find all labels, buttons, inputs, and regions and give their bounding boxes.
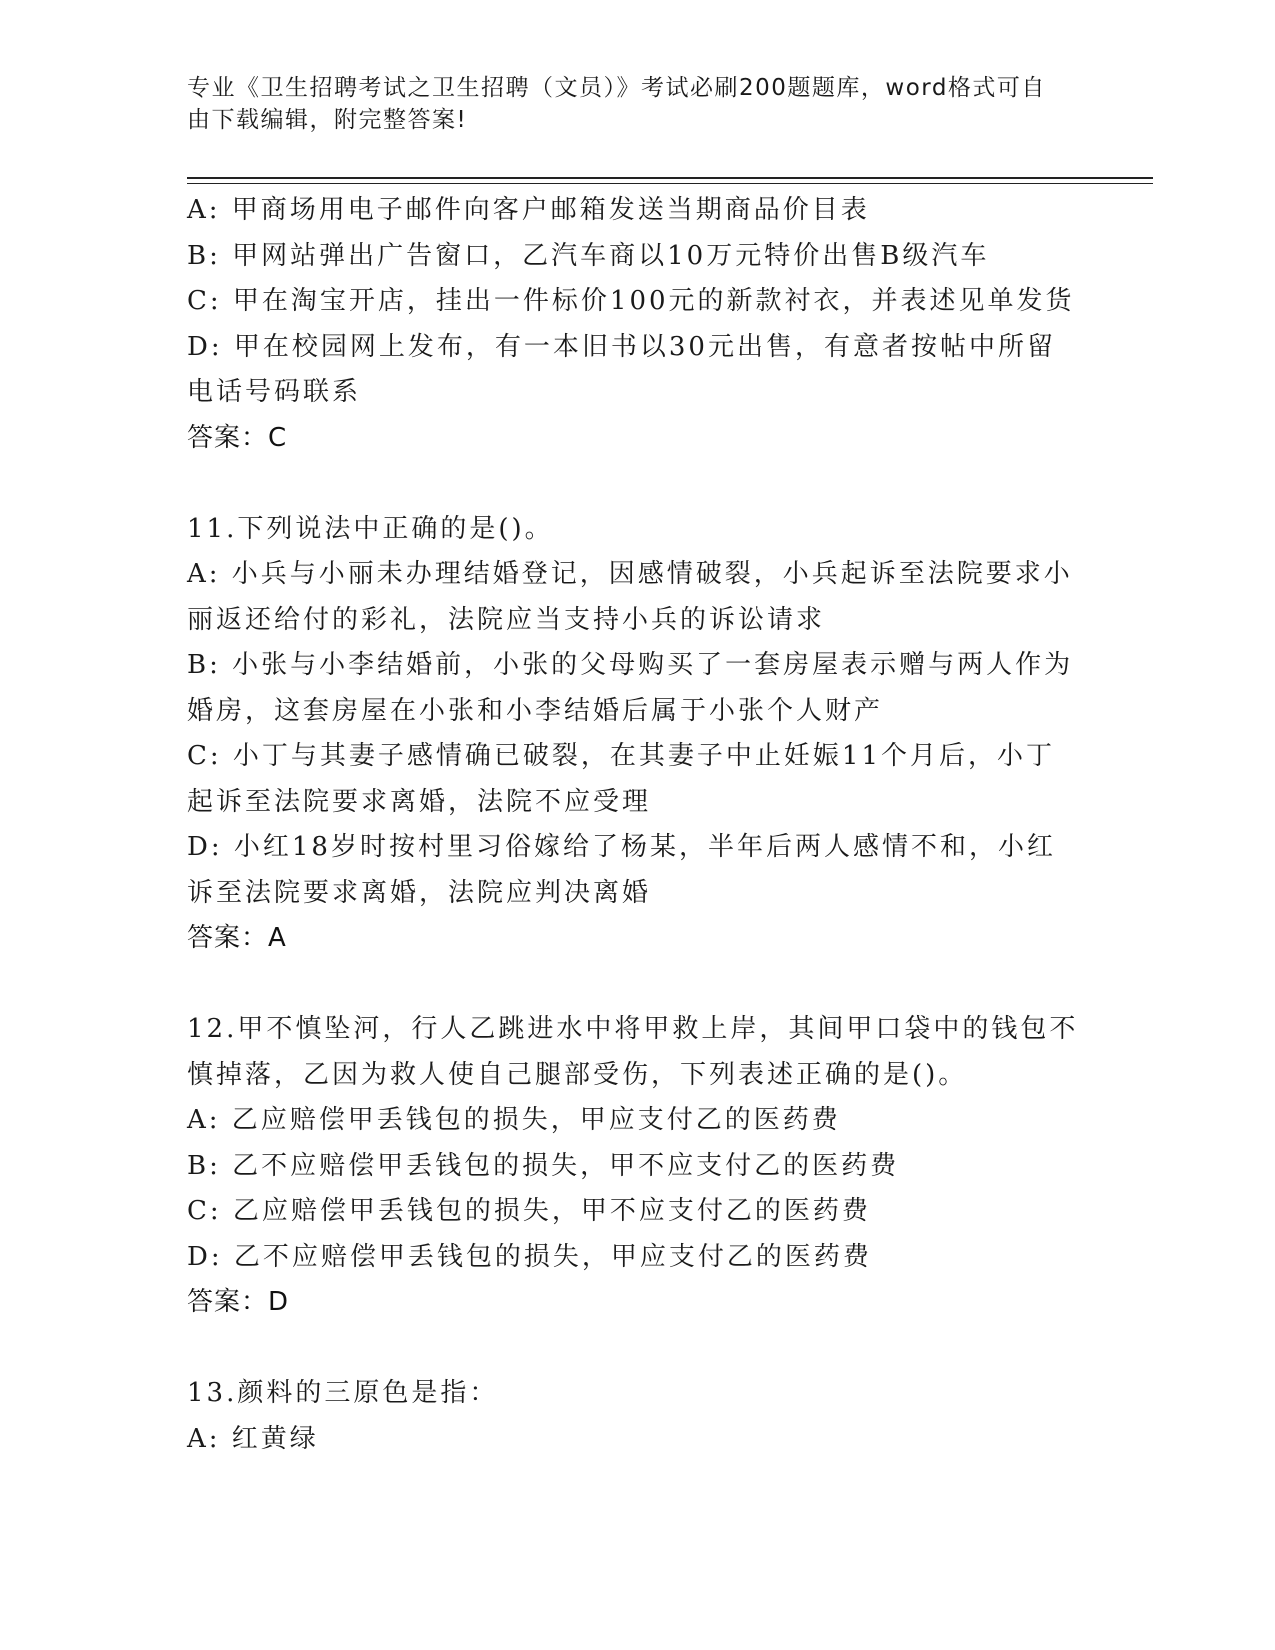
header-line-1: 专业《卫生招聘考试之卫生招聘（文员）》考试必刷200题题库，word格式可自 xyxy=(187,75,1046,101)
q11-option-a-cont: 丽返还给付的彩礼，法院应当支持小兵的诉讼请求 xyxy=(187,604,826,635)
q12-option-b: B: 乙不应赔偿甲丢钱包的损失，甲不应支付乙的医药费 xyxy=(187,1150,900,1181)
q11-answer: 答案：A xyxy=(187,923,287,953)
header-divider-thick xyxy=(187,177,1153,179)
question-11 xyxy=(187,507,1087,962)
q13-option-a: A: 红黄绿 xyxy=(187,1423,319,1454)
q10-option-c: C: 甲在淘宝开店，挂出一件标价100元的新款衬衣，并表述见单发货 xyxy=(187,286,1075,316)
q12-option-a: A: 乙应赔偿甲丢钱包的损失，甲应支付乙的医药费 xyxy=(187,1105,841,1135)
q10-option-d-cont: 电话号码联系 xyxy=(187,377,362,407)
q11-option-b-cont: 婚房，这套房屋在小张和小李结婚后属于小张个人财产 xyxy=(187,695,884,726)
question-10-tail xyxy=(187,188,1087,461)
header-divider-thin xyxy=(187,183,1153,184)
q11-option-c: C: 小丁与其妻子感情确已破裂，在其妻子中止妊娠11个月后，小丁 xyxy=(187,741,1056,771)
question-13 xyxy=(187,1371,1087,1462)
q12-option-c: C: 乙应赔偿甲丢钱包的损失，甲不应支付乙的医药费 xyxy=(187,1196,871,1226)
q11-option-d: D: 小红18岁时按村里习俗嫁给了杨某，半年后两人感情不和，小红 xyxy=(187,832,1056,862)
q12-stem: 12.甲不慎坠河，行人乙跳进水中将甲救上岸，其间甲口袋中的钱包不 xyxy=(187,1014,1079,1044)
q10-option-d: D: 甲在校园网上发布，有一本旧书以30元出售，有意者按帖中所留 xyxy=(187,331,1056,362)
q12-option-d: D: 乙不应赔偿甲丢钱包的损失，甲应支付乙的医药费 xyxy=(187,1241,872,1272)
spacer xyxy=(187,1326,1087,1372)
header-line-2: 由下载编辑，附完整答案! xyxy=(187,107,468,133)
q11-option-a: A: 小兵与小丽未办理结婚登记，因感情破裂，小兵起诉至法院要求小 xyxy=(187,559,1073,589)
q12-stem-cont: 慎掉落，乙因为救人使自己腿部受伤，下列表述正确的是()。 xyxy=(187,1059,968,1090)
q10-answer: 答案：C xyxy=(187,422,288,453)
q10-option-b: B: 甲网站弹出广告窗口，乙汽车商以10万元特价出售B级汽车 xyxy=(187,240,990,271)
document-header xyxy=(187,72,1067,136)
question-12 xyxy=(187,1007,1087,1326)
document-body xyxy=(187,188,1087,1462)
q11-option-b: B: 小张与小李结婚前，小张的父母购买了一套房屋表示赠与两人作为 xyxy=(187,650,1074,680)
q10-option-a: A: 甲商场用电子邮件向客户邮箱发送当期商品价目表 xyxy=(187,195,870,225)
q11-option-d-cont: 诉至法院要求离婚，法院应判决离婚 xyxy=(187,877,652,908)
q13-stem: 13.颜料的三原色是指： xyxy=(187,1378,499,1408)
q12-answer: 答案：D xyxy=(187,1287,290,1317)
spacer xyxy=(187,962,1087,1008)
spacer xyxy=(187,461,1087,507)
q11-option-c-cont: 起诉至法院要求离婚，法院不应受理 xyxy=(187,786,652,817)
q11-stem: 11.下列说法中正确的是()。 xyxy=(187,513,554,544)
